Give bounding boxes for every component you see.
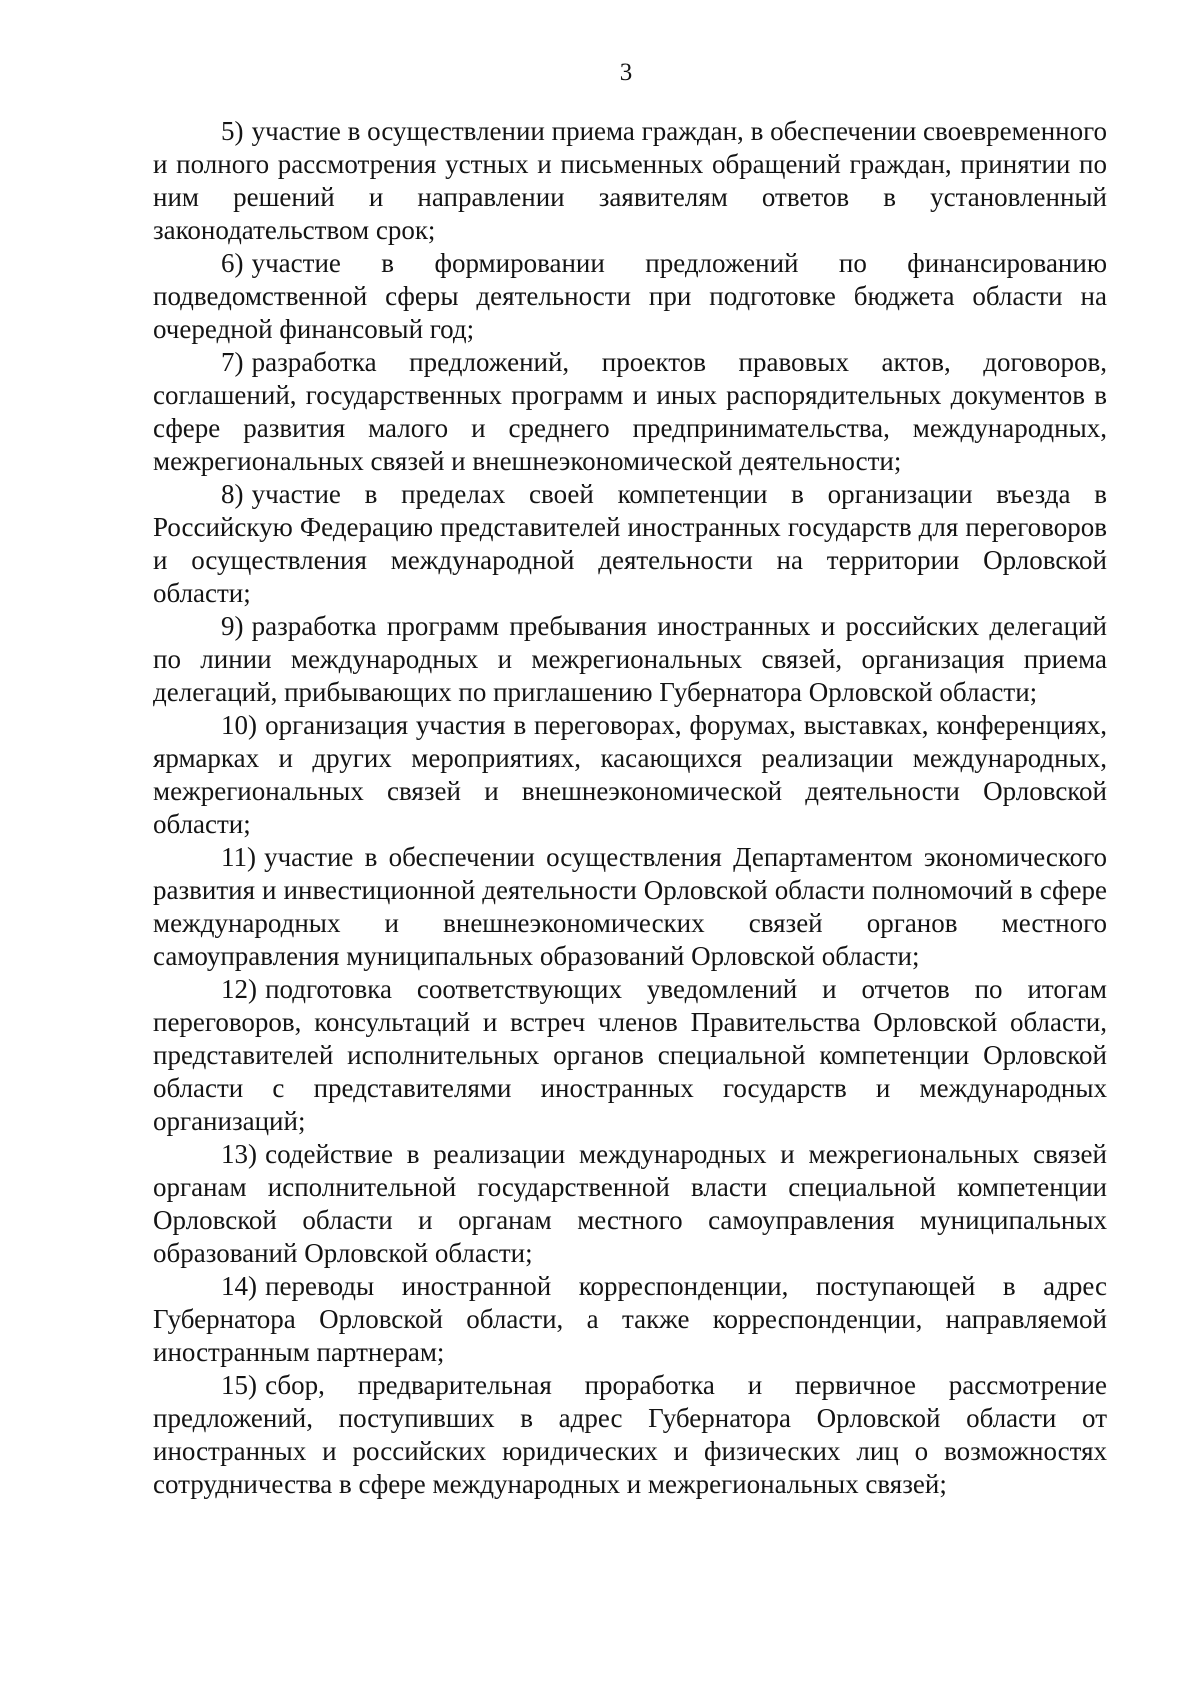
list-item bbox=[153, 841, 1107, 973]
item-number: 11) bbox=[221, 842, 256, 872]
item-number: 8) bbox=[221, 479, 244, 509]
list-item bbox=[153, 115, 1107, 247]
item-number: 7) bbox=[221, 347, 244, 377]
item-text: участие в формировании предложений по финансированию подведомственной сферы деятельности при подготовке бюджета области на очередной финансовый год; bbox=[153, 248, 1107, 344]
item-text: подготовка соответствующих уведомлений и отчетов по итогам переговоров, консультаций и встреч членов Правительства Орловской области, представителей исполнительных органов специальной компетенции Орловской области с представителями иностранных государств и международных организаций; bbox=[153, 974, 1107, 1136]
item-text: разработка программ пребывания иностранных и российских делегаций по линии международных и межрегиональных связей, организация приема делегаций, прибывающих по приглашению Губернатора Орловской области; bbox=[153, 611, 1107, 707]
item-number: 15) bbox=[221, 1370, 257, 1400]
list-item bbox=[153, 247, 1107, 346]
list-item bbox=[153, 1138, 1107, 1270]
list-item bbox=[153, 478, 1107, 610]
item-number: 13) bbox=[221, 1139, 257, 1169]
item-number: 9) bbox=[221, 611, 244, 641]
list-item bbox=[153, 709, 1107, 841]
document-body bbox=[153, 115, 1107, 1501]
item-number: 12) bbox=[221, 974, 257, 1004]
item-text: сбор, предварительная проработка и первичное рассмотрение предложений, поступивших в адрес Губернатора Орловской области от иностранных и российских юридических и физических лиц о возможностях сотрудничества в сфере международных и межрегиональных связей; bbox=[153, 1370, 1107, 1499]
item-text: участие в пределах своей компетенции в организации въезда в Российскую Федерацию представителей иностранных государств для переговоров и осуществления международной деятельности на территории Орловской области; bbox=[153, 479, 1107, 608]
item-text: участие в осуществлении приема граждан, в обеспечении своевременного и полного рассмотрения устных и письменных обращений граждан, принятии по ним решений и направлении заявителям ответов в установленный законодательством срок; bbox=[153, 116, 1107, 245]
list-item bbox=[153, 346, 1107, 478]
item-number: 5) bbox=[221, 116, 244, 146]
item-text: участие в обеспечении осуществления Департаментом экономического развития и инвестиционной деятельности Орловской области полномочий в сфере международных и внешнеэкономических связей органов местного самоуправления муниципальных образований Орловской области; bbox=[153, 842, 1107, 971]
item-number: 10) bbox=[221, 710, 257, 740]
item-number: 14) bbox=[221, 1271, 257, 1301]
item-text: содействие в реализации международных и межрегиональных связей органам исполнительной государственной власти специальной компетенции Орловской области и органам местного самоуправления муниципальных образований Орловской области; bbox=[153, 1139, 1107, 1268]
list-item bbox=[153, 610, 1107, 709]
item-number: 6) bbox=[221, 248, 244, 278]
page-number: 3 bbox=[619, 59, 633, 86]
item-text: разработка предложений, проектов правовых актов, договоров, соглашений, государственных программ и иных распорядительных документов в сфере развития малого и среднего предпринимательства, международных, межрегиональных связей и внешнеэкономической деятельности; bbox=[153, 347, 1107, 476]
list-item bbox=[153, 973, 1107, 1138]
list-item bbox=[153, 1369, 1107, 1501]
item-text: переводы иностранной корреспонденции, поступающей в адрес Губернатора Орловской области, а также корреспонденции, направляемой иностранным партнерам; bbox=[153, 1271, 1107, 1367]
list-item bbox=[153, 1270, 1107, 1369]
item-text: организация участия в переговорах, форумах, выставках, конференциях, ярмарках и других мероприятиях, касающихся реализации международных, межрегиональных связей и внешнеэкономической деятельности Орловской области; bbox=[153, 710, 1107, 839]
